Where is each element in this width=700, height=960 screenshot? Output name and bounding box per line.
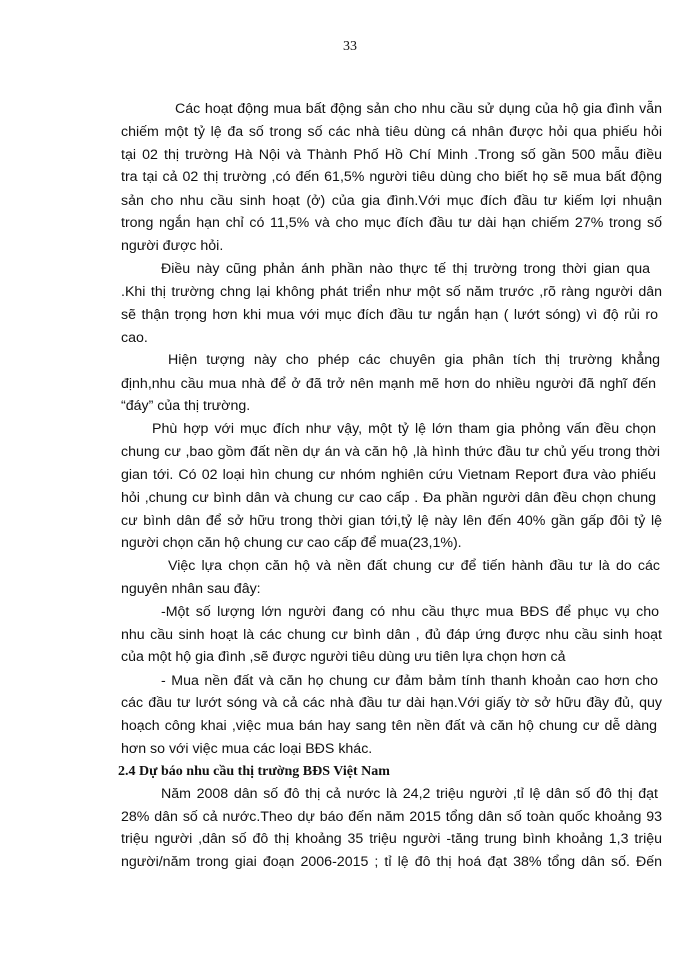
text-line: cư bình dân để sở hữu trong thời gian tới,tỷ lệ này lên đến 40% gần gấp đôi tỷ lệ [121,512,662,529]
text-line: nhu cầu sinh hoạt là các chung cư bình dân , đủ đáp ứng được nhu cầu sinh hoạt [121,626,662,643]
text-line: chiếm một tỷ lệ đa số trong số các nhà tiêu dùng cá nhân được hỏi qua phiếu hỏi [121,123,662,140]
text-line: “đáy” của thị trường. [121,398,251,415]
text-line: 28% dân số cả nước.Theo dự báo đến năm 2015 tổng dân số toàn quốc khoảng 93 [121,808,662,825]
text-line: Năm 2008 dân số đô thị cả nước là 24,2 triệu người ,tỉ lệ dân số đô thị đạt [161,786,658,803]
text-line: gian tới. Có 02 loại hìn chung cư nhóm nghiên cứu Vietnam Report đưa vào phiếu [121,466,656,483]
text-line: định,nhu cầu mua nhà để ở đã trở nên mạnh mẽ hơn do nhiều người đã nghĩ đến [121,375,656,392]
text-line: hơn so với việc mua các loại BĐS khác. [121,741,373,758]
text-line: người chọn căn hộ chung cư cao cấp để mua(23,1%). [121,535,462,552]
text-line: Các hoạt động mua bất động sản cho nhu cầu sử dụng của hộ gia đình vẫn [175,101,662,117]
text-line: - Mua nền đất và căn họ chung cư đảm bảm tính thanh khoản cao hơn cho [161,672,658,689]
text-line: Điều này cũng phản ánh phần nào thực tế thị trường trong thời gian qua [161,261,650,278]
text-line: người/năm trong giai đoạn 2006-2015 ; tỉ lệ đô thị hoá đạt 38% tổng dân số. Đến [121,854,662,870]
text-line: tại 02 thị trường Hà Nội và Thành Phố Hồ Chí Minh .Trong số gần 500 mẫu điều [121,146,662,163]
page-number: 33 [343,39,357,54]
text-line: tra tại cả 02 thị trường ,có đến 61,5% người tiêu dùng cho biết họ sẽ mua bất động [121,169,662,186]
text-line: cao. [121,329,148,346]
text-line: hoạch công khai ,việc mua bán hay sang tên nền đất và căn hộ chung cư dễ dàng [121,717,657,734]
text-line: của một hộ gia đình ,sẽ được người tiêu dùng ưu tiên lựa chọn hơn cả [121,649,566,666]
text-line: -Một số lượng lớn người đang có nhu cầu thực mua BĐS để phục vụ cho [161,604,659,621]
text-line: .Khi thị trường chng lại không phát triển như một số năm trước ,rõ ràng người dân [121,283,662,300]
text-line: hỏi ,chung cư bình dân và chung cư cao cấp . Đa phần người dân đều chọn chung [121,490,656,507]
text-line: chung cư ,bao gồm đất nền dự án và căn hộ ,là hình thức đầu tư chủ yếu trong thời [121,444,660,461]
text-line: Việc lựa chọn căn hộ và nền đất chung cư để tiến hành đầu tư là do các [168,558,660,575]
text-line: sản cho nhu cầu sinh hoạt (ở) của gia đình.Với mục đích đầu tư kiếm lợi nhuận [121,192,662,209]
text-line: Hiện tượng này cho phép các chuyên gia phân tích thị trường khẳng [168,352,660,369]
text-line: sẽ thận trọng hơn khi mua với mục đích đầu tư ngắn hạn ( lướt sóng) vì độ rủi ro [121,307,658,324]
text-line: các đầu tư lướt sóng và cả các nhà đầu tư dài hạn.Với giấy tờ sở hữu đầy đủ, quy [121,695,662,712]
text-line: triệu người ,dân số đô thị khoảng 35 triệu người -tăng trung bình khoảng 1,3 triệu [121,831,662,848]
text-line: người được hỏi. [121,237,224,254]
text-line: Phù hợp với mục đích như vậy, một tỷ lệ lớn tham gia phỏng vấn đều chọn [152,420,656,437]
text-line: trong ngắn hạn chỉ có 11,5% và cho mục đích đầu tư dài hạn chiếm 27% trong số [121,215,662,232]
section-heading: 2.4 Dự báo nhu cầu thị trường BĐS Việt Nam [118,763,390,779]
text-line: nguyên nhân sau đây: [121,581,261,598]
